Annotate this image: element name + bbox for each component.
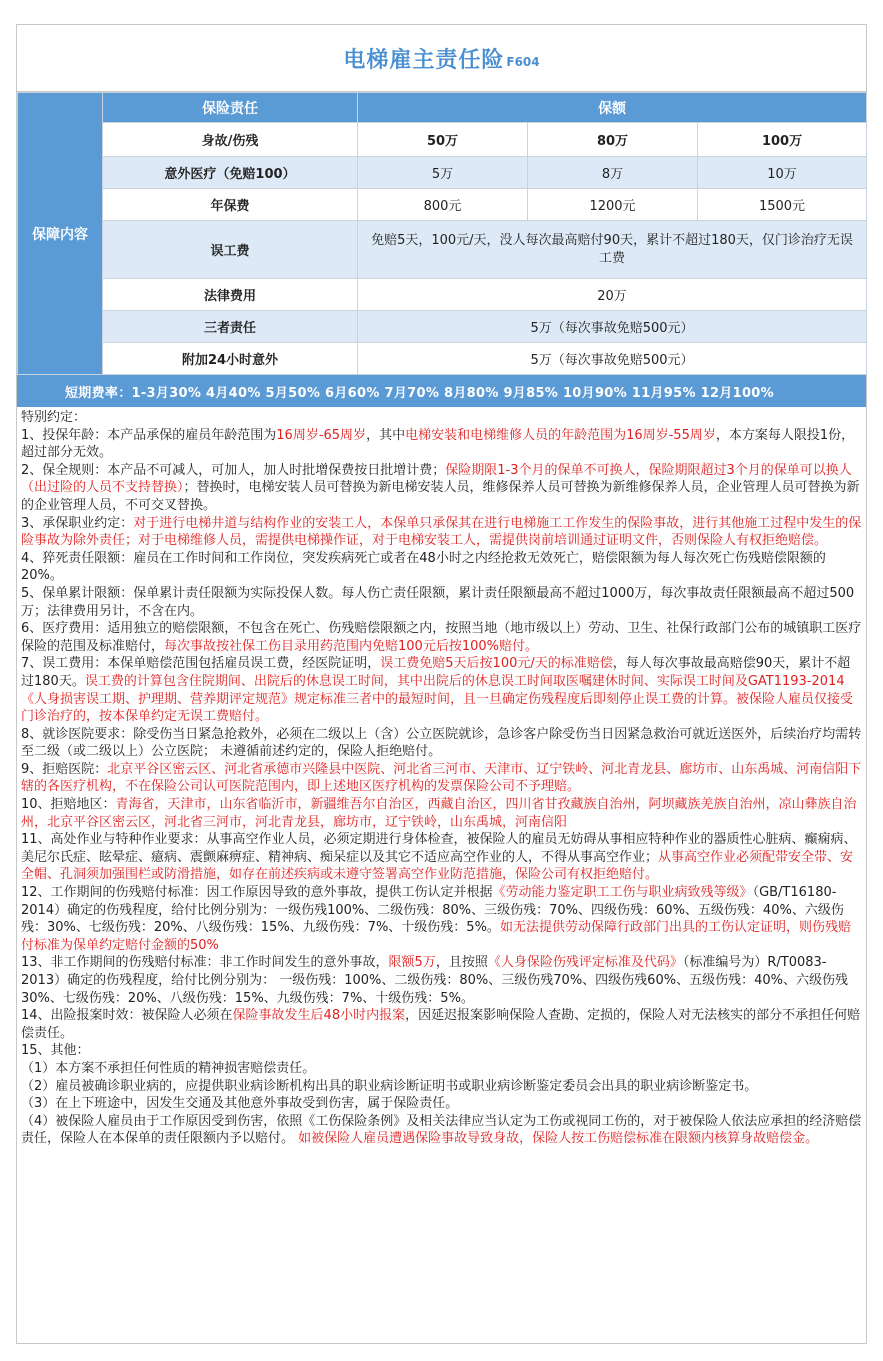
term-paragraph xyxy=(21,655,862,725)
term-highlight: 16周岁-65周岁 xyxy=(276,427,367,443)
term-paragraph xyxy=(21,585,862,620)
term-paragraph xyxy=(21,462,862,515)
term-text: ，本方案每人限投1份，超过部分无效。 xyxy=(21,427,855,461)
cell-value: 5万（每次事故免赔500元） xyxy=(358,311,867,343)
term-text: 1、投保年龄：本产品承保的雇员年龄范围为 xyxy=(21,427,277,443)
term-text: 6、医疗费用：适用独立的赔偿限额，不包含在死亡、伤残赔偿限额之内，按照当地（地市级以上）劳动、卫生、社保行政部门公布的城镇职工医疗保险的范围及标准赔付， xyxy=(21,621,862,654)
term-paragraph xyxy=(21,515,862,550)
document-frame xyxy=(16,24,867,1344)
term-text: 4、猝死责任限额：雇员在工作时间和工作岗位，突发疾病死亡或者在48小时之内经抢救无效死亡，赔偿限额为每人每次死亡伤残赔偿限额的20%。 xyxy=(21,550,826,584)
term-text: （2）雇员被确诊职业病的，应提供职业病诊断机构出具的职业病诊断证明书或职业病诊断鉴定委员会出具的职业病诊断鉴定书。 xyxy=(21,1078,758,1094)
term-highlight: 《劳动能力鉴定职工工伤与职业病致残等级》 xyxy=(492,885,753,901)
terms-heading xyxy=(21,409,862,427)
term-highlight: 《人身保险伤残评定标准及代码》 xyxy=(487,955,683,971)
header-duty: 保险责任 xyxy=(103,93,358,123)
term-highlight: 电梯安装和电梯维修人员的年龄范围为16周岁-55周岁 xyxy=(405,427,716,443)
term-text: 10、拒赔地区： xyxy=(21,797,116,813)
term-text: 7、误工费用：本保单赔偿范围包括雇员误工费，经医院证明， xyxy=(21,656,381,672)
term-highlight: 每次事故按社保工伤目录用药范围内免赔100元后按100%赔付。 xyxy=(164,638,538,654)
cell-value: 8万 xyxy=(528,157,698,189)
row-label: 身故/伤残 xyxy=(103,123,358,157)
product-code: F604 xyxy=(506,55,540,69)
term-highlight: 保险事故发生后48小时内报案 xyxy=(232,1008,406,1024)
cell-value: 20万 xyxy=(358,279,867,311)
table-row xyxy=(18,157,867,189)
term-paragraph xyxy=(21,884,862,954)
term-paragraph xyxy=(21,1042,862,1060)
term-text: 特别约定： xyxy=(21,410,87,425)
term-text: 2、保全规则：本产品不可减人，可加人，加人时批增保费按日批增计费； xyxy=(21,462,446,478)
cell-value: 5万 xyxy=(358,157,528,189)
term-text: ，因延迟报案影响保险人查勘、定损的，保险人对无法核实的部分不承担任何赔偿责任。 xyxy=(21,1008,861,1041)
table-row xyxy=(18,189,867,221)
term-text: ，且按照 xyxy=(435,955,488,971)
table-row xyxy=(18,123,867,157)
term-text: （GB/T16180-2014）确定的伤残程度，给付比例分别为：一级伤残100%、二级伤残：80%、三级伤残：70%、四级伤残：60%、五级伤残：40%、六级伤残：30%、七级伤残：20%、八级伤残：15%、九级伤残：7%、十级伤残：5%。 xyxy=(21,885,844,936)
row-label: 意外医疗（免赔100） xyxy=(103,157,358,189)
term-paragraph xyxy=(21,1095,862,1113)
row-label: 误工费 xyxy=(103,221,358,279)
term-highlight: 对于进行电梯井道与结构作业的安装工人，本保单只承保其在进行电梯施工工作发生的保险事故，进行其他施工过程中发生的保险事故为除外责任；对于电梯维修人员，需提供电梯操作证，对于电梯安装工人，需提供岗前培训通过证明文件，否则保险人有权拒绝赔偿。 xyxy=(21,515,862,549)
cell-value: 800元 xyxy=(358,189,528,221)
term-text: （3）在上下班途中，因发生交通及其他意外事故受到伤害，属于保险责任。 xyxy=(21,1096,459,1112)
term-paragraph xyxy=(21,550,862,585)
cell-value: 1200元 xyxy=(528,189,698,221)
term-highlight: 限额5万 xyxy=(388,955,436,971)
header-amount: 保额 xyxy=(358,93,867,123)
row-label: 三者责任 xyxy=(103,311,358,343)
title-text: 电梯雇主责任险 xyxy=(343,47,505,73)
term-text: （4）被保险人雇员由于工作原因受到伤害，依照《工伤保险条例》及相关法律应当认定为工伤或视同工伤的，对于被保险人依法应承担的经济赔偿责任，保险人在本保单的责任限额内予以赔付。 xyxy=(21,1113,862,1147)
term-text: 15、其他： xyxy=(21,1043,90,1059)
term-paragraph xyxy=(21,761,862,796)
page-title xyxy=(17,25,866,92)
term-highlight: 误工费免赔5天后按100元/天的标准赔偿 xyxy=(380,656,613,672)
term-text: 5、保单累计限额：保单累计责任限额为实际投保人数。每人伤亡责任限额，累计责任限额最高不超过1000万，每次事故责任限额最高不超过500万；法律费用另计，不含在内。 xyxy=(21,585,855,619)
cell-value: 50万 xyxy=(358,123,528,157)
term-paragraph xyxy=(21,831,862,884)
term-text: 9、拒赔医院： xyxy=(21,761,108,777)
term-text: 14、出险报案时效：被保险人必须在 xyxy=(21,1008,233,1024)
cell-value: 1500元 xyxy=(698,189,867,221)
term-paragraph xyxy=(21,1007,862,1042)
term-highlight: 如被保险人雇员遭遇保险事故导致身故，保险人按工伤赔偿标准在限额内核算身故赔偿金。 xyxy=(298,1131,819,1147)
term-text: 13、非工作期间的伤残赔付标准：非工作时间发生的意外事故， xyxy=(21,955,389,971)
term-paragraph xyxy=(21,796,862,831)
short-term-rate-bar: 短期费率：1-3月30% 4月40% 5月50% 6月60% 7月70% 8月80% 9月85% 10月90% 11月95% 12月100% xyxy=(17,375,866,407)
term-text: （标准编号为）R/T0083-2013）确定的伤残程度，给付比例分别为： 一级伤残：100%、二级伤残：80%、三级伤残70%、四级伤残60%、五级伤残：40%、六级伤残30%、七级伤残：20%、八级伤残：15%、九级伤残：7%、十级伤残：5%。 xyxy=(21,955,848,1006)
term-text: 8、就诊医院要求：除受伤当日紧急抢救外，必须在二级以上（含）公立医院就诊，急诊客户除受伤当日因紧急救治可就近送医外，后续治疗均需转至二级（或二级以上）公立医院； 未遵循前述约定的，保险人拒绝赔付。 xyxy=(21,726,862,760)
side-label: 保障内容 xyxy=(18,93,103,375)
term-paragraph xyxy=(21,726,862,761)
term-paragraph xyxy=(21,954,862,1007)
cell-value: 10万 xyxy=(698,157,867,189)
term-paragraph xyxy=(21,1060,862,1078)
cell-value: 80万 xyxy=(528,123,698,157)
term-paragraph xyxy=(21,1078,862,1096)
term-text: ，其中 xyxy=(366,427,406,443)
cell-value: 5万（每次事故免赔500元） xyxy=(358,343,867,375)
term-paragraph xyxy=(21,620,862,655)
term-text: ；替换时，电梯安装人员可替换为新电梯安装人员，维修保养人员可替换为新维修保养人员，企业管理人员可替换为新的企业管理人员，不可交叉替换。 xyxy=(21,480,860,513)
term-paragraph xyxy=(21,427,862,462)
term-text: 12、工作期间的伤残赔付标准：因工作原因导致的意外事故，提供工伤认定并根据 xyxy=(21,885,493,901)
coverage-table xyxy=(17,92,867,375)
term-highlight: 从事高空作业必须配带安全带、安全帽、孔洞须加强围栏或防滑措施，如存在前述疾病或未遵守签署高空作业防范措施，保险公司有权拒绝赔付。 xyxy=(21,849,854,883)
row-label: 法律费用 xyxy=(103,279,358,311)
special-terms xyxy=(17,407,866,1148)
term-text: 11、高处作业与特种作业要求：从事高空作业人员，必须定期进行身体检查，被保险人的雇员无妨碍从事相应特种作业的器质性心脏病、癫痫病、美尼尔氏症、眩晕症、癔病、震颤麻痹症、精神病、痴呆症以及其它不适应高空作业的人，不得从事高空作业； xyxy=(21,832,857,865)
table-row xyxy=(18,343,867,375)
row-label: 年保费 xyxy=(103,189,358,221)
term-highlight: 北京平谷区密云区、河北省承德市兴隆县中医院、河北省三河市、天津市、辽宁铁岭、河北青龙县、廊坊市、山东禹城、河南信阳下辖的各医疗机构，不在保险公司认可医院范围内，即上述地区医疗机构的发票保险公司不予理赔。 xyxy=(21,761,862,795)
term-highlight: 误工费的计算包含住院期间、出院后的休息误工时间，其中出院后的休息误工时间取医嘱建休时间、实际误工时间及GAT1193-2014 《人身损害误工期、护理期、营养期评定规范》规定标准三者中的最短时间，且一旦确定伤残程度后即刻停止误工费的计算。被保险人雇员仅接受门诊治疗的，按本保单约定无误工费赔付。 xyxy=(21,673,854,725)
term-text: ，每人每次事故最高赔偿90天，累计不超过180天。 xyxy=(21,656,851,689)
term-highlight: 青海省，天津市，山东省临沂市，新疆维吾尔自治区，西藏自治区，四川省甘孜藏族自治州，阿坝藏族羌族自治州，凉山彝族自治州，北京平谷区密云区，河北省三河市，河北青龙县，廊坊市，辽宁铁岭，山东禹城，河南信阳 xyxy=(21,797,857,830)
term-paragraph xyxy=(21,1113,862,1148)
row-label: 附加24小时意外 xyxy=(103,343,358,375)
table-header-row xyxy=(18,93,867,123)
table-row xyxy=(18,279,867,311)
table-row xyxy=(18,221,867,279)
term-highlight: 保险期限1-3个月的保单不可换人，保险期限超过3个月的保单可以换人（出过险的人员不支持替换） xyxy=(21,462,852,496)
term-text: 3、承保职业约定： xyxy=(21,515,134,531)
cell-value: 免赔5天，100元/天，没人每次最高赔付90天，累计不超过180天，仅门诊治疗无误工费 xyxy=(358,221,867,279)
table-row xyxy=(18,311,867,343)
term-text: （1）本方案不承担任何性质的精神损害赔偿责任。 xyxy=(21,1060,316,1076)
cell-value: 100万 xyxy=(698,123,867,157)
term-highlight: 如无法提供劳动保障行政部门出具的工伤认定证明，则伤残赔付标准为保单约定赔付金额的50% xyxy=(21,920,851,953)
